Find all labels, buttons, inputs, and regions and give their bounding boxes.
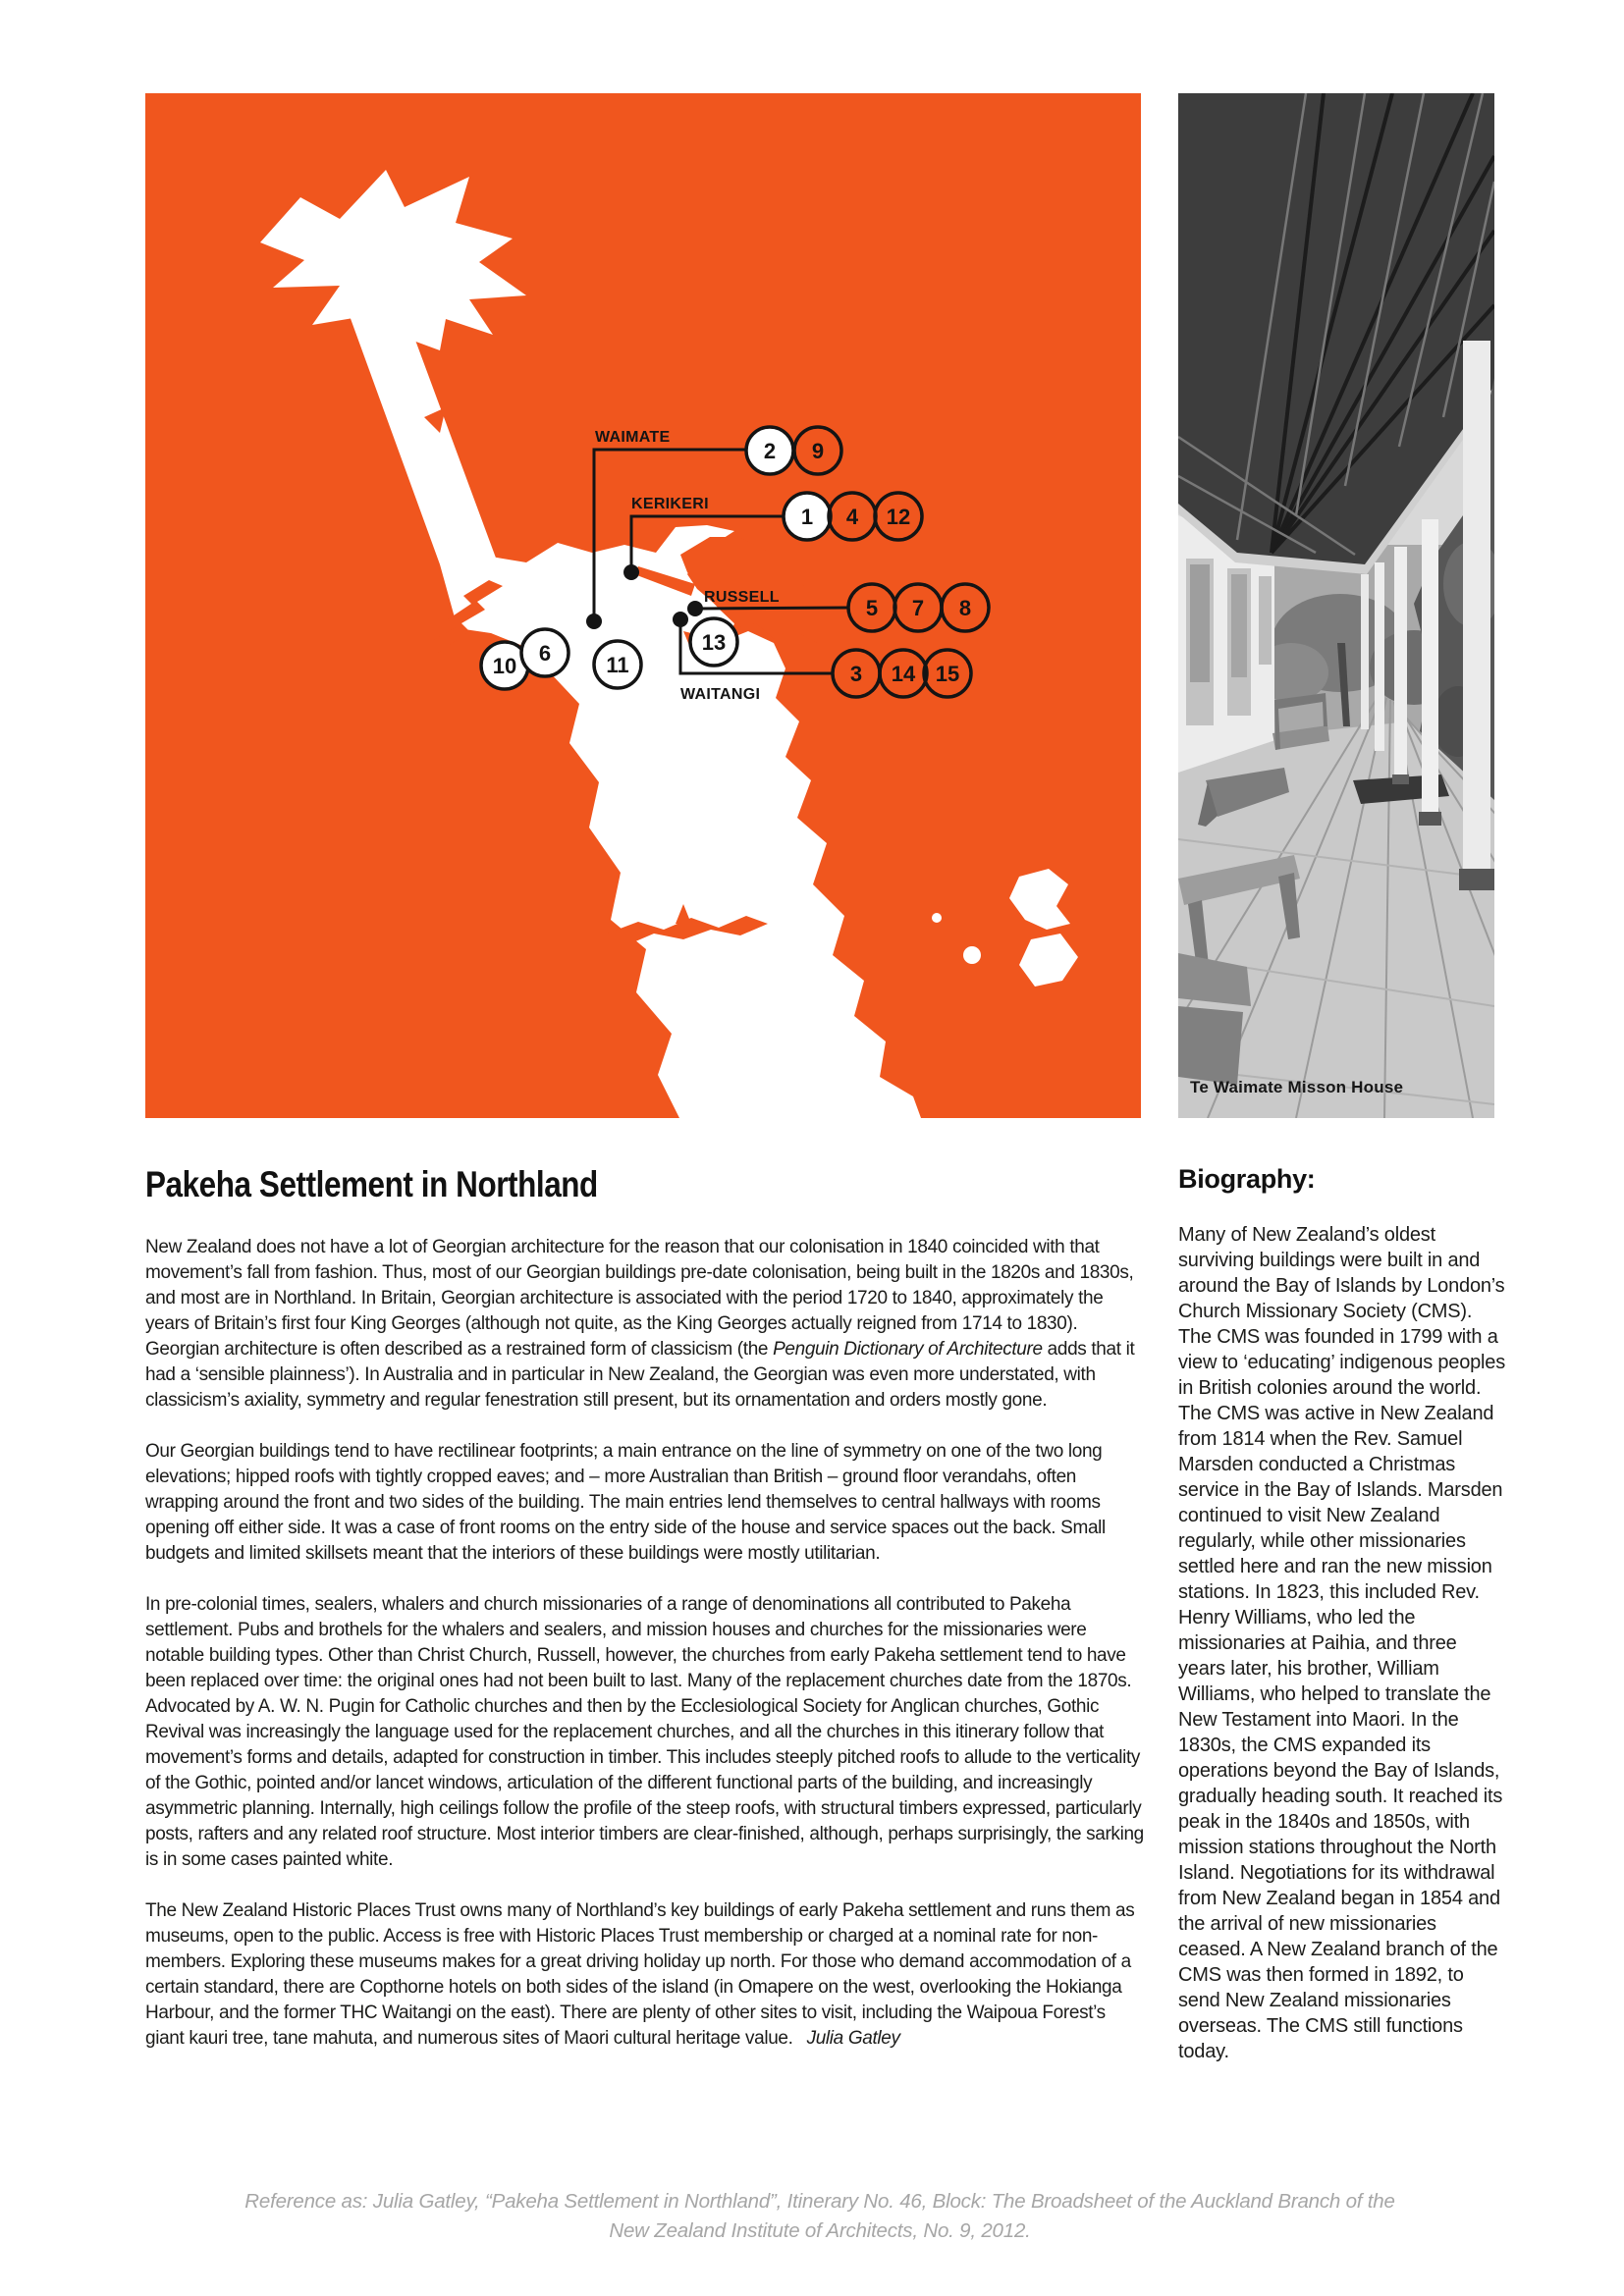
- island-3: [963, 946, 981, 964]
- article-paragraph-1: New Zealand does not have a lot of Georgian architecture for the reason that our colonisation in 1840 coincided with that movement’s fall from fashion. Thus, most of our Georgian buildings pre-date colonisation, being built in the 1820s and 1830s, and most are in Northland. In Britain, Georgian architecture is associated with the period 1720 to 1840, approximately the years of Britain’s first four King Georges (although not quite, as the King Georges actually reigned from 1714 to 1830). Georgian architecture is often described as a restrained form of classicism (the Penguin Dictionary of Architecture adds that it had a ‘sensible plainness’). In Australia and in particular in New Zealand, the Georgian was even more understated, with classicism’s axiality, symmetry and regular fenestration still present, but its ornamentation and orders mostly gone.: [145, 1237, 1135, 1411]
- waitangi-dot: [673, 612, 688, 627]
- map-label-waitangi: WAITANGI: [680, 686, 761, 703]
- veranda-photo-graphic: [1178, 93, 1494, 1118]
- reference-line-2: New Zealand Institute of Architects, No. 9, 2012.: [609, 2219, 1031, 2242]
- map-label-waimate: WAIMATE: [595, 429, 671, 446]
- svg-text:12: 12: [886, 505, 911, 529]
- photo-caption: Te Waimate Misson House: [1190, 1078, 1404, 1096]
- article-paragraph-2: Our Georgian buildings tend to have rectilinear footprints; a main entrance on the line of symmetry on one of the two long elevations; hipped roofs with tightly cropped eaves; and – more Australian than British – ground floor verandahs, often wrapping around the front and two sides of the building. The main entries lend themselves to central hallways with rooms opening off either side. It was a case of front rooms on the entry side of the house and service spaces out the back. Small budgets and limited skillsets meant that the interiors of these buildings were mostly utilitarian.: [145, 1441, 1106, 1564]
- northland-map-graphic: [145, 93, 1141, 1118]
- site-marker-1: [784, 493, 831, 540]
- map-label-kerikeri: KERIKERI: [631, 496, 709, 512]
- svg-text:5: 5: [865, 596, 879, 620]
- svg-text:13: 13: [701, 630, 727, 655]
- site-marker-11: [594, 641, 641, 688]
- svg-text:10: 10: [492, 654, 517, 678]
- map-label-russell: RUSSELL: [704, 589, 780, 606]
- italic-book-title: Penguin Dictionary of Architecture: [773, 1339, 1043, 1360]
- northland-map: [145, 93, 1141, 1118]
- russell-leader-line: [695, 608, 848, 609]
- kerikeri-dot: [623, 564, 639, 580]
- article-heading: Pakeha Settlement in Northland: [145, 1164, 598, 1204]
- author-signature: Julia Gatley: [806, 2028, 900, 2049]
- mission-house-photo: [1178, 93, 1494, 1118]
- svg-text:3: 3: [849, 662, 863, 686]
- svg-text:8: 8: [958, 596, 972, 620]
- svg-text:14: 14: [891, 662, 916, 686]
- article-paragraph-4: The New Zealand Historic Places Trust owns many of Northland’s key buildings of early Pakeha settlement and runs them as museums, open to the public. Access is free with Historic Places Trust membership or charged at a nominal rate for non-members. Exploring these museums makes for a great driving holiday up north. For those who demand accommodation of a certain standard, there are Copthorne hotels on both sides of the island (in Omapere on the west, overlooking the Hokianga Harbour, and the former THC Waitangi on the east). There are plenty of other sites to visit, including the Waipoua Forest’s giant kauri tree, tane mahuta, and numerous sites of Maori cultural heritage value. Julia Gatley: [145, 1900, 1135, 2049]
- site-marker-2: [746, 427, 793, 474]
- island-4: [932, 913, 942, 923]
- reference-line-1: Reference as: Julia Gatley, “Pakeha Settlement in Northland”, Itinerary No. 46, Block: The Broadsheet of the Auckland Branch of the: [244, 2190, 1395, 2213]
- biography-column: [1178, 1164, 1508, 2064]
- site-marker-6: [521, 629, 568, 676]
- svg-text:2: 2: [763, 439, 777, 463]
- svg-text:4: 4: [845, 505, 859, 529]
- svg-text:11: 11: [606, 653, 629, 677]
- article-paragraph-3: In pre-colonial times, sealers, whalers and church missionaries of a range of denominations all contributed to Pakeha settlement. Pubs and brothels for the whalers and sealers, and mission houses and churches for the missionaries were notable building types. Other than Christ Church, Russell, however, the churches from early Pakeha settlement tend to have been replaced over time: the original ones had not been built to last. Many of the replacement churches date from the 1870s. Advocated by A. W. N. Pugin for Catholic churches and then by the Ecclesiological Society for Anglican churches, Gothic Revival was increasingly the language used for the replacement churches, and all the churches in this itinerary follow that movement’s forms and details, adapted for construction in timber. This includes steeply pitched roofs to allude to the verticality of the Gothic, pointed and/or lancet windows, articulation of the different functional parts of the building, and increasingly asymmetric planning. Internally, high ceilings follow the profile of the steep roofs, with structural timbers expressed, particularly posts, rafters and any related roof structure. Most interior timbers are clear-finished, although, perhaps surprisingly, the sarking is in some cases painted white.: [145, 1594, 1144, 1870]
- svg-text:1: 1: [800, 505, 814, 529]
- svg-text:7: 7: [911, 596, 925, 620]
- window: [1259, 576, 1272, 665]
- site-marker-13: [690, 618, 737, 666]
- russell-dot: [687, 601, 703, 616]
- svg-text:6: 6: [538, 641, 552, 666]
- biography-heading: Biography:: [1178, 1164, 1316, 1194]
- biography-text: Many of New Zealand’s oldest surviving buildings were built in and around the Bay of Islands by London’s Church Missionary Society (CMS). The CMS was founded in 1799 with a view to ‘educating’ indigenous peoples in British colonies around the world. The CMS was active in New Zealand from 1814 when the Rev. Samuel Marsden conducted a Christmas service in the Bay of Islands. Marsden continued to visit New Zealand regularly, while other missionaries settled here and ran the new mission stations. In 1823, this included Rev. Henry Williams, who led the missionaries at Paihia, and three years later, his brother, William Williams, who helped to translate the New Testament into Maori. In the 1830s, the CMS expanded its operations beyond the Bay of Islands, gradually heading south. It reached its peak in the 1840s and 1850s, with mission stations throughout the North Island. Negotiations for its withdrawal from New Zealand began in 1854 and the arrival of new missionaries ceased. A New Zealand branch of the CMS was then formed in 1892, to send New Zealand missionaries overseas. The CMS still functions today.: [1178, 1224, 1506, 2062]
- svg-text:9: 9: [811, 439, 825, 463]
- svg-text:15: 15: [935, 662, 960, 686]
- reference-footer: [145, 2187, 1494, 2246]
- article-column: [145, 1164, 1149, 2077]
- waimate-dot: [586, 614, 602, 629]
